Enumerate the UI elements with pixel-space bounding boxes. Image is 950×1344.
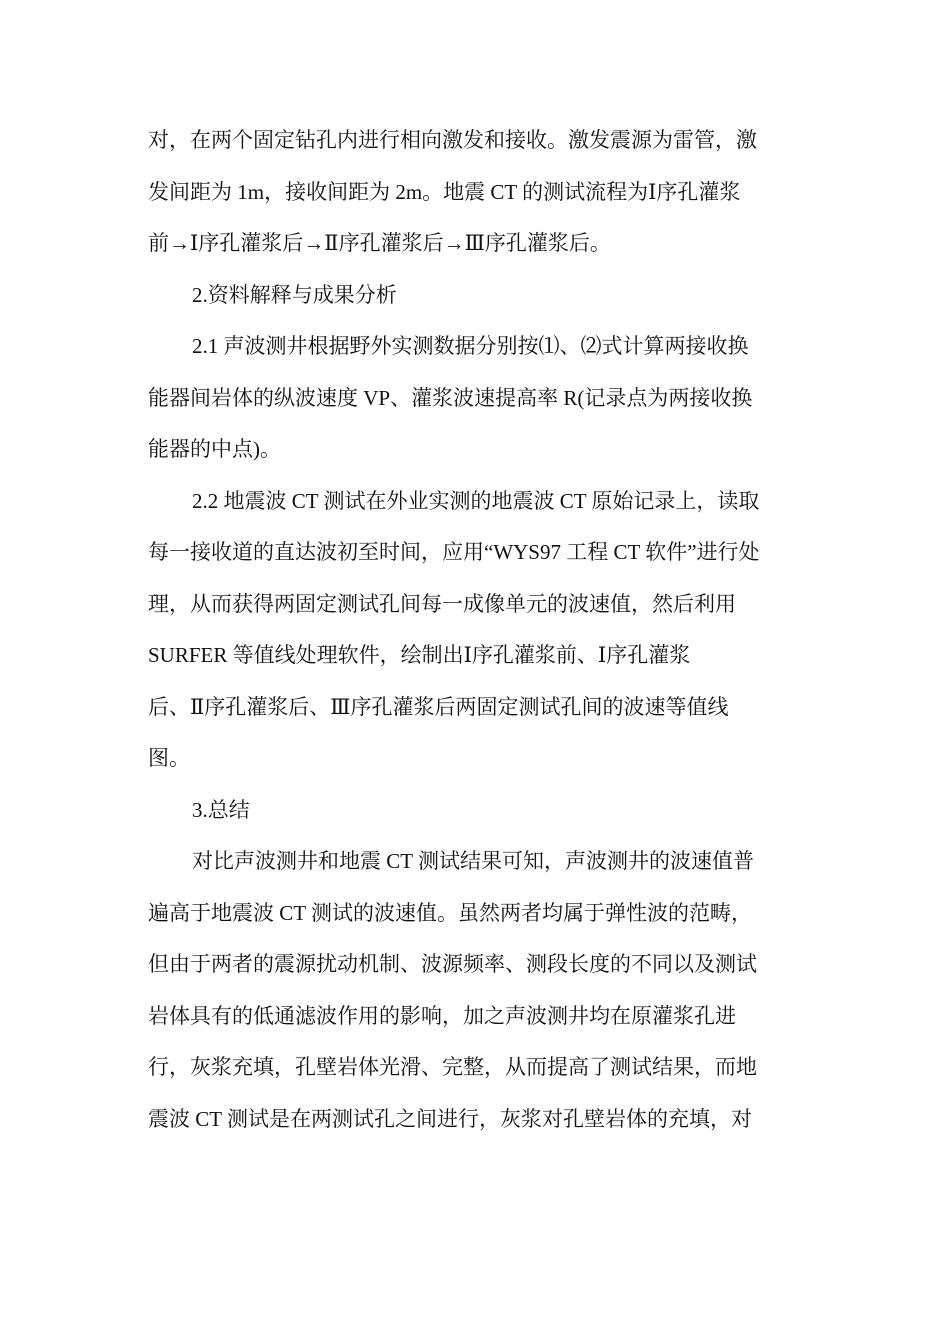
section-heading: 2.资料解释与成果分析 [192,282,397,307]
text-line: 行，灰浆充填，孔壁岩体光滑、完整，从而提高了测试结果，而地 [148,1055,757,1079]
text-line: 对比声波测井和地震 CT 测试结果可知，声波测井的波速值普 [192,849,754,873]
text-line: 震波 CT 测试是在两测试孔之间进行，灰浆对孔壁岩体的充填，对 [148,1106,752,1131]
text-line: 但由于两者的震源扰动机制、波源频率、测段长度的不同以及测试 [148,952,757,976]
text-line: SURFER 等值线处理软件，绘制出Ⅰ序孔灌浆前、Ⅰ序孔灌浆 [148,643,691,667]
text-line: 前→Ⅰ序孔灌浆后→Ⅱ序孔灌浆后→Ⅲ序孔灌浆后。 [148,231,611,255]
text-line: 每一接收道的直达波初至时间，应用“WYS97 工程 CT 软件”进行处 [148,540,760,564]
body-text [148,115,808,1145]
text-line: 发间距为 1m，接收间距为 2m。地震 CT 的测试流程为Ⅰ序孔灌浆 [148,179,741,204]
text-line: 2.2 地震波 CT 测试在外业实测的地震波 CT 原始记录上，读取 [192,488,760,513]
text-line: 理，从而获得两固定测试孔间每一成像单元的波速值，然后利用 [148,591,736,616]
text-line: 能器间岩体的纵波速度 VP、灌浆波速提高率 R(记录点为两接收换 [148,385,753,410]
text-line: 图。 [148,746,190,770]
section-heading: 3.总结 [192,797,250,822]
text-line: 岩体具有的低通滤波作用的影响，加之声波测井均在原灌浆孔进 [148,1003,736,1028]
text-line: 对，在两个固定钻孔内进行相向激发和接收。激发震源为雷管，激 [148,128,757,152]
text-line: 能器的中点)。 [148,437,281,461]
text-line: 遍高于地震波 CT 测试的波速值。虽然两者均属于弹性波的范畴， [148,900,752,925]
text-line: 后、Ⅱ序孔灌浆后、Ⅲ序孔灌浆后两固定测试孔间的波速等值线 [148,694,729,719]
text-line: 2.1 声波测井根据野外实测数据分别按⑴、⑵式计算两接收换 [192,334,749,358]
